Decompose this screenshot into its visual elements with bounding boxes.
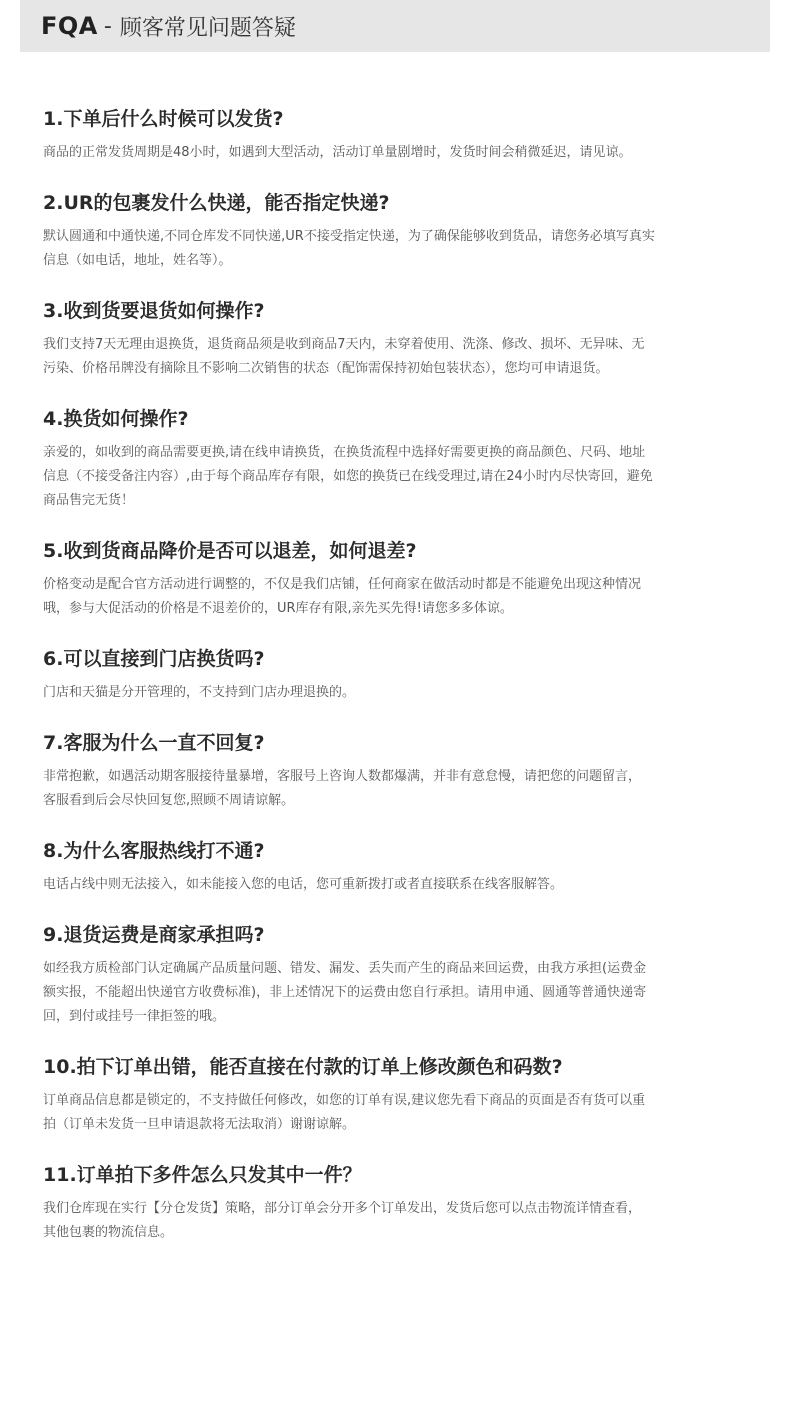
faq-answer — [43, 873, 758, 897]
faq-answer-line: 拍（订单未发货一旦申请退款将无法取消）谢谢谅解。 — [43, 1117, 356, 1132]
brand-label: FQA — [41, 12, 98, 40]
faq-answer-line: 亲爱的，如收到的商品需要更换,请在线申请换货，在换货流程中选择好需要更换的商品颜色、尺码、地址 — [43, 445, 646, 460]
faq-answer-line: 订单商品信息都是锁定的，不支持做任何修改，如您的订单有误,建议您先看下商品的页面是否有货可以重 — [43, 1093, 646, 1108]
faq-item — [43, 644, 758, 705]
faq-question: 2.UR的包裹发什么快递，能否指定快递? — [43, 192, 390, 214]
faq-question: 8.为什么客服热线打不通? — [43, 840, 265, 862]
faq-answer — [43, 1089, 758, 1137]
faq-answer — [43, 573, 758, 621]
faq-item — [43, 836, 758, 897]
faq-answer — [43, 333, 758, 381]
faq-item — [43, 728, 758, 813]
faq-answer-line: 价格变动是配合官方活动进行调整的，不仅是我们店铺，任何商家在做活动时都是不能避免出现这种情况 — [43, 577, 642, 592]
faq-question: 7.客服为什么一直不回复? — [43, 732, 265, 754]
faq-question: 4.换货如何操作? — [43, 408, 189, 430]
faq-answer-line: 客服看到后会尽快回复您,照顾不周请谅解。 — [43, 793, 295, 808]
faq-item — [43, 536, 758, 621]
faq-answer-line: 其他包裹的物流信息。 — [43, 1225, 174, 1240]
faq-answer-line: 哦，参与大促活动的价格是不退差价的，UR库存有限,亲先买先得!请您多多体谅。 — [43, 601, 513, 616]
faq-answer-line: 信息（如电话，地址，姓名等）。 — [43, 253, 232, 268]
faq-answer-line: 默认圆通和中通快递,不同仓库发不同快递,UR不接受指定快递，为了确保能够收到货品，请您务必填写真实 — [43, 229, 655, 244]
faq-question: 10.拍下订单出错，能否直接在付款的订单上修改颜色和码数? — [43, 1056, 563, 1078]
faq-answer — [43, 681, 758, 705]
faq-list — [43, 104, 758, 1268]
faq-answer — [43, 1197, 758, 1245]
faq-answer-line: 电话占线中则无法接入，如未能接入您的电话，您可重新拨打或者直接联系在线客服解答。 — [43, 877, 564, 892]
faq-answer-line: 我们仓库现在实行【分仓发货】策略，部分订单会分开多个订单发出，发货后您可以点击物流详情查看， — [43, 1201, 642, 1216]
faq-question: 11.订单拍下多件怎么只发其中一件？ — [43, 1164, 362, 1186]
title-separator: - — [103, 13, 112, 39]
faq-answer-line: 门店和天猫是分开管理的，不支持到门店办理退换的。 — [43, 685, 356, 700]
faq-question: 9.退货运费是商家承担吗? — [43, 924, 265, 946]
faq-answer-line: 商品的正常发货周期是48小时，如遇到大型活动，活动订单量剧增时，发货时间会稍微延迟，请见谅。 — [43, 145, 632, 160]
faq-question: 5.收到货商品降价是否可以退差，如何退差? — [43, 540, 417, 562]
page-title: 顾客常见问题答疑 — [119, 15, 296, 41]
faq-answer-line: 商品售完无货！ — [43, 493, 135, 508]
faq-answer-line: 我们支持7天无理由退换货，退货商品须是收到商品7天内，未穿着使用、洗涤、修改、损坏、无异味、无 — [43, 337, 645, 352]
faq-item — [43, 104, 758, 165]
faq-answer-line: 如经我方质检部门认定确属产品质量问题、错发、漏发、丢失而产生的商品来回运费，由我方承担(运费金 — [43, 961, 647, 976]
faq-item — [43, 188, 758, 273]
faq-item — [43, 404, 758, 513]
faq-item — [43, 1160, 758, 1245]
faq-answer-line: 非常抱歉，如遇活动期客服接待量暴增，客服号上咨询人数都爆满，并非有意怠慢，请把您的问题留言， — [43, 769, 642, 784]
faq-answer — [43, 441, 758, 513]
page-header — [20, 0, 770, 52]
faq-item — [43, 296, 758, 381]
faq-answer-line: 回，到付或挂号一律拒签的哦。 — [43, 1009, 226, 1024]
faq-answer — [43, 957, 758, 1029]
faq-item — [43, 920, 758, 1029]
faq-answer — [43, 141, 758, 165]
faq-question: 1.下单后什么时候可以发货? — [43, 108, 284, 130]
faq-answer-line: 额实报，不能超出快递官方收费标准)，非上述情况下的运费由您自行承担。请用申通、圆通等普通快递寄 — [43, 985, 647, 1000]
faq-item — [43, 1052, 758, 1137]
faq-question: 3.收到货要退货如何操作? — [43, 300, 265, 322]
faq-answer-line: 污染、价格吊牌没有摘除且不影响二次销售的状态（配饰需保持初始包装状态），您均可申请退货。 — [43, 361, 609, 376]
faq-answer — [43, 765, 758, 813]
faq-answer — [43, 225, 758, 273]
faq-answer-line: 信息（不接受备注内容）,由于每个商品库存有限，如您的换货已在线受理过,请在24小时内尽快寄回，避免 — [43, 469, 653, 484]
faq-question: 6.可以直接到门店换货吗? — [43, 648, 265, 670]
